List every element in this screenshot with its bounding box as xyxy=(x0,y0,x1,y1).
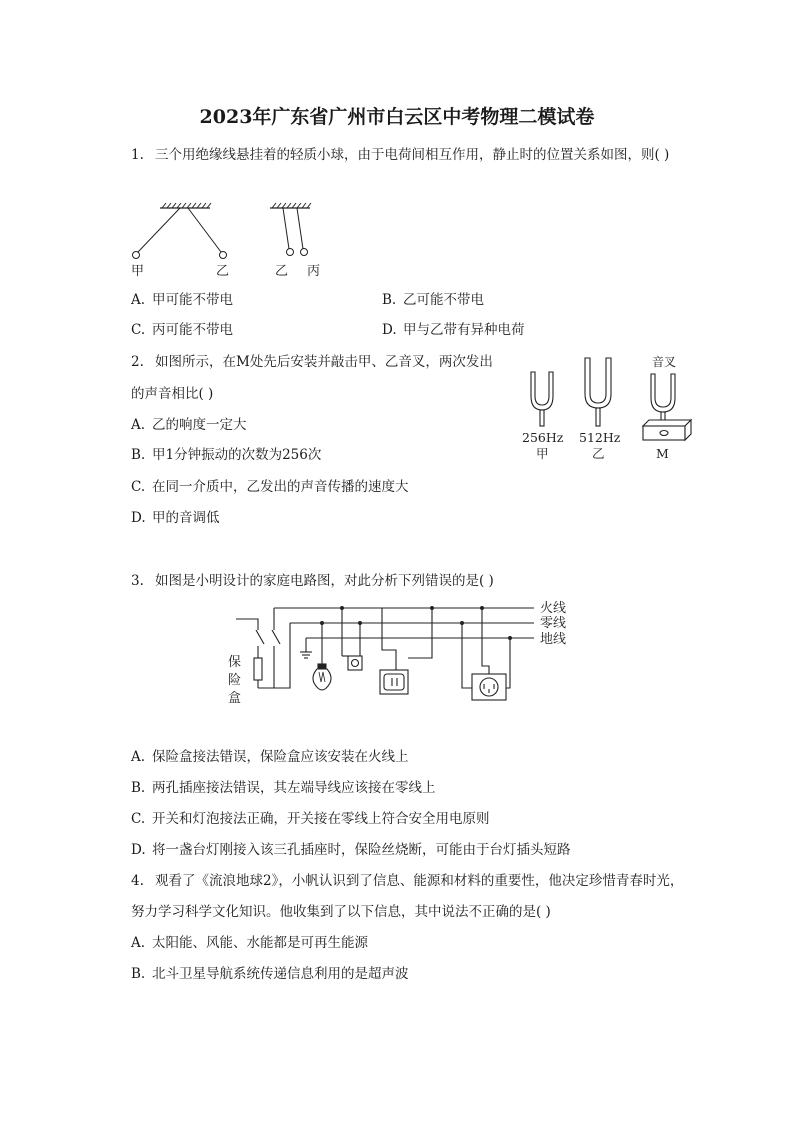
label-neutral-wire: 零线 xyxy=(540,616,567,631)
question-1-stem: 三个用绝缘线悬挂着的轻质小球，由于电荷间相互作用，静止时的位置关系如图，则( ) xyxy=(155,147,670,163)
label-yi-1: 乙 xyxy=(216,264,230,279)
q3-option-a: 保险盒接法错误，保险盒应该安装在火线上 xyxy=(152,749,409,765)
thread-yi-1 xyxy=(188,208,221,252)
question-2-stem-line2: 的声音相比( ) xyxy=(131,386,214,402)
fork-m-name: M xyxy=(656,446,669,461)
label-earth-wire: 地线 xyxy=(540,632,567,647)
ball-bing xyxy=(301,249,308,256)
q2-tuning-fork-figure xyxy=(515,350,705,465)
ceiling-1-hatch xyxy=(162,203,211,208)
question-2-number: 2. xyxy=(131,354,144,370)
q1-figure xyxy=(120,196,350,282)
thread-bing xyxy=(297,208,303,249)
fork-jia-name: 甲 xyxy=(536,446,549,461)
q2-option-c: 在同一介质中，乙发出的声音传播的速度大 xyxy=(152,479,409,495)
question-4-stem-line1: 观看了《流浪地球2》，小帆认识到了信息、能源和材料的重要性，他决定珍惜青春时光， xyxy=(155,873,684,889)
q2-option-b-letter: B. xyxy=(131,447,146,463)
label-yi-2: 乙 xyxy=(275,264,289,279)
q3-option-d: 将一盏台灯刚接入该三孔插座时，保险丝烧断，可能由于台灯插头短路 xyxy=(152,842,571,858)
q2-option-a-letter: A. xyxy=(131,417,146,433)
q1-option-d: 甲与乙带有异种电荷 xyxy=(403,322,525,338)
question-3-stem: 如图是小明设计的家庭电路图，对此分析下列错误的是( ) xyxy=(155,573,494,589)
q2-option-a: 乙的响度一定大 xyxy=(152,417,247,433)
q3-option-b: 两孔插座接法错误，其左端导线应该接在零线上 xyxy=(152,780,436,796)
q1-option-b-letter: B. xyxy=(382,292,397,308)
label-fuse-3: 盒 xyxy=(228,691,242,706)
fork-jia xyxy=(531,372,553,426)
question-2-stem-line1: 如图所示，在M处先后安装并敲击甲、乙音叉，两次发出 xyxy=(155,354,493,370)
q1-option-a: 甲可能不带电 xyxy=(152,292,233,308)
ball-yi-2 xyxy=(287,249,294,256)
q3-option-c-letter: C. xyxy=(131,811,146,827)
fork-yi xyxy=(585,358,611,426)
label-bing: 丙 xyxy=(307,264,321,279)
question-4-number: 4. xyxy=(131,873,144,889)
ball-jia xyxy=(133,252,140,259)
q1-option-b: 乙可能不带电 xyxy=(403,292,484,308)
lamp-bulb-icon xyxy=(313,664,331,690)
q3-option-d-letter: D. xyxy=(131,842,146,858)
q2-option-c-letter: C. xyxy=(131,479,146,495)
q4-option-a-letter: A. xyxy=(131,935,146,951)
q4-option-a: 太阳能、风能、水能都是可再生能源 xyxy=(152,935,368,951)
label-jia: 甲 xyxy=(131,264,145,279)
q3-option-a-letter: A. xyxy=(131,749,146,765)
pull-switch xyxy=(348,656,362,670)
q1-option-a-letter: A. xyxy=(131,292,146,308)
fork-m xyxy=(651,374,675,422)
q3-option-c: 开关和灯泡接法正确，开关接在零线上符合安全用电原则 xyxy=(152,811,490,827)
resonance-box xyxy=(643,420,691,440)
thread-yi-2 xyxy=(283,208,289,249)
q1-option-d-letter: D. xyxy=(382,322,397,338)
q1-option-c: 丙可能不带电 xyxy=(152,322,233,338)
fork-yi-freq: 512Hz xyxy=(579,430,621,445)
fork-yi-name: 乙 xyxy=(592,446,605,461)
q2-option-b: 甲1分钟振动的次数为256次 xyxy=(152,447,322,463)
q2-option-d: 甲的音调低 xyxy=(152,510,220,526)
ball-yi-1 xyxy=(220,252,227,259)
q3-circuit-figure xyxy=(222,596,582,712)
fuse-element xyxy=(254,658,262,680)
q3-option-b-letter: B. xyxy=(131,780,146,796)
q1-option-c-letter: C. xyxy=(131,322,146,338)
label-fuse-1: 保 xyxy=(228,655,242,670)
fork-jia-freq: 256Hz xyxy=(522,430,564,445)
question-1-number: 1. xyxy=(131,147,144,163)
question-4-stem-line2: 努力学习科学文化知识。他收集到了以下信息，其中说法不正确的是( ) xyxy=(131,904,551,920)
fork-m-top-label: 音叉 xyxy=(652,355,677,369)
label-live-wire: 火线 xyxy=(540,601,567,616)
label-fuse-2: 险 xyxy=(228,673,242,688)
thread-jia xyxy=(138,208,180,252)
q4-option-b-letter: B. xyxy=(131,966,146,982)
q2-option-d-letter: D. xyxy=(131,510,146,526)
page-title: 2023年广东省广州市白云区中考物理二模试卷 xyxy=(199,106,595,128)
ceiling-2-hatch xyxy=(272,203,311,208)
q4-option-b: 北斗卫星导航系统传递信息利用的是超声波 xyxy=(152,966,409,982)
question-3-number: 3. xyxy=(131,573,144,589)
